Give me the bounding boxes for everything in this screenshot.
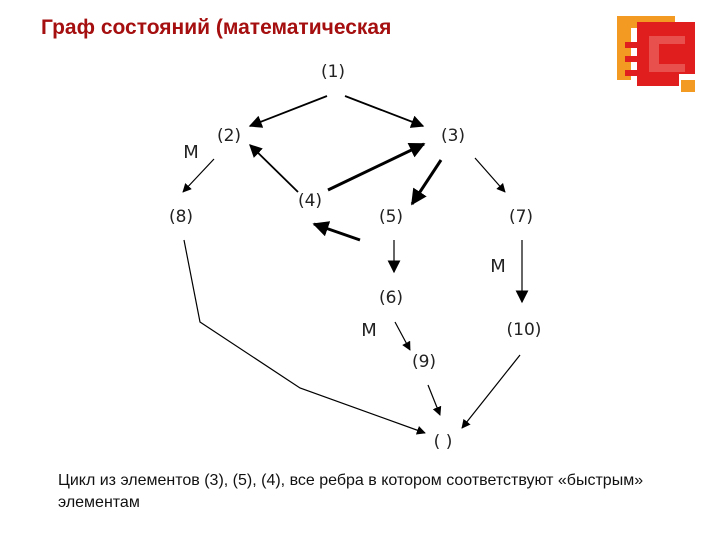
node-5: (5) (378, 207, 404, 227)
edge-2-8 (183, 159, 214, 192)
edge-label-2-8: M (183, 142, 199, 163)
edge-3-7 (475, 158, 505, 192)
edge-5-4 (314, 224, 360, 240)
edge-label-6-9: M (361, 320, 377, 341)
edge-10-end (462, 355, 520, 428)
edge-1-3 (345, 96, 423, 126)
node-6: (6) (378, 288, 404, 308)
edge-1-2 (250, 96, 327, 126)
node-3: (3) (440, 126, 466, 146)
slide-caption: Цикл из элементов (3), (5), (4), все ребра в котором соответствуют «быстрым» элементам (58, 472, 644, 511)
edge-9-end (428, 385, 440, 415)
node-9: (9) (411, 352, 437, 372)
slide-title: Граф состояний (математическая (41, 16, 392, 39)
edge-8-end (184, 240, 425, 433)
node-2: (2) (216, 126, 242, 146)
node-1: (1) (320, 62, 346, 82)
node-10: (10) (506, 320, 542, 340)
node-7: (7) (508, 207, 534, 227)
node-8: (8) (168, 207, 194, 227)
edge-label-7-10: M (490, 256, 506, 277)
edge-3-5 (412, 160, 441, 204)
node-4: (4) (297, 191, 323, 211)
edge-4-2 (250, 145, 298, 192)
edge-6-9 (395, 322, 410, 350)
node-end: ( ) (433, 432, 453, 452)
edge-4-3 (328, 144, 424, 190)
